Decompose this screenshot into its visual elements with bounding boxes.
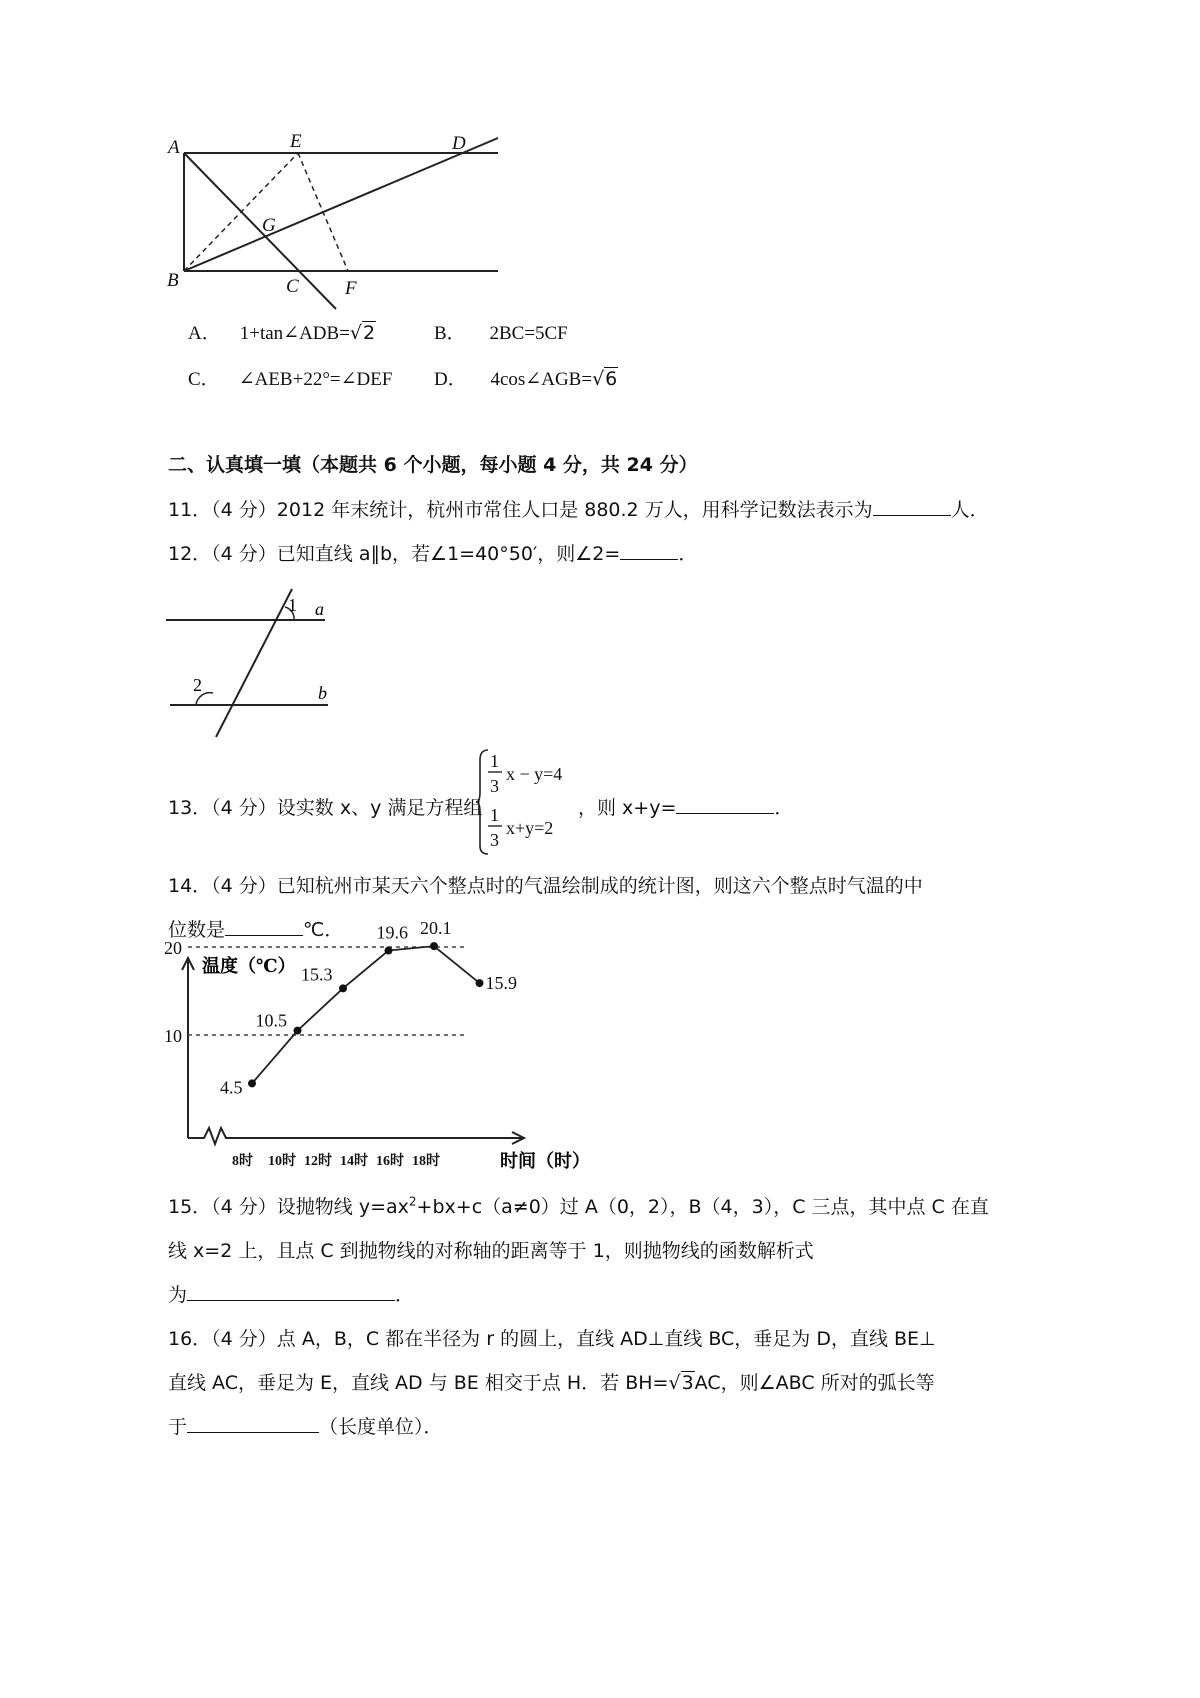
label-A: A — [168, 137, 180, 158]
option-a-label: A． — [188, 323, 221, 344]
answer-blank-11[interactable] — [873, 497, 951, 516]
eq2-numerator: 1 — [490, 805, 499, 825]
eq1-rest: x − y=4 — [506, 764, 563, 784]
option-d-radicand: 6 — [605, 368, 618, 390]
data-label: 4.5 — [220, 1077, 243, 1098]
data-point — [294, 1027, 302, 1035]
eq2-denominator: 3 — [490, 830, 499, 850]
label-F: F — [345, 278, 357, 299]
section-heading: 二、认真填一填（本题共 6 个小题，每小题 4 分，共 24 分） — [168, 454, 698, 476]
question-16-text-a: 直线 AC，垂足为 E，直线 AD 与 BE 相交于点 H．若 BH= — [168, 1372, 669, 1394]
question-15-line1 — [168, 1192, 989, 1219]
question-16-line1: 16．（4 分）点 A，B，C 都在半径为 r 的圆上，直线 AD⊥直线 BC，垂足为 D，直线 BE⊥ — [168, 1328, 936, 1350]
label-C: C — [286, 276, 299, 297]
question-12-text: 12．（4 分）已知直线 a∥b，若∠1=40°50′，则∠2= — [168, 543, 621, 565]
answer-blank-13[interactable] — [676, 795, 774, 814]
x-tick-label: 8时 — [232, 1154, 253, 1169]
answer-blank-14[interactable] — [225, 917, 303, 936]
option-a-text: 1+tan∠ADB= — [239, 323, 350, 344]
x-axis-label: 时间（时） — [500, 1151, 590, 1171]
x-tick-label: 12时 — [304, 1154, 332, 1169]
question-14-line1: 14．（4 分）已知杭州市某天六个整点时的气温绘制成的统计图，则这六个整点时气温的中 — [168, 875, 923, 897]
question-15-superscript: 2 — [408, 1194, 417, 1209]
sqrt-symbol: √3 — [668, 1372, 694, 1394]
question-11 — [168, 495, 989, 522]
data-point — [476, 979, 484, 987]
angle-2-label: 2 — [193, 675, 202, 695]
sqrt-symbol: √2 — [349, 322, 376, 344]
sqrt-symbol: √6 — [592, 368, 618, 390]
option-b-label: B． — [434, 323, 466, 344]
eq1-denominator: 3 — [490, 776, 499, 796]
data-label: 10.5 — [255, 1010, 287, 1031]
option-d — [434, 364, 618, 391]
x-tick-label: 18时 — [412, 1154, 440, 1169]
question-14-suffix: ℃． — [303, 919, 344, 941]
option-a-radicand: 2 — [363, 322, 376, 344]
answer-blank-16[interactable] — [187, 1414, 319, 1433]
parallel-lines-figure — [160, 585, 340, 745]
line-a-label: a — [315, 599, 324, 619]
option-c — [188, 364, 392, 391]
x-tick-label: 16时 — [376, 1154, 404, 1169]
line-b-label: b — [318, 683, 327, 703]
question-15-line3 — [168, 1280, 414, 1307]
question-15-text-b: +bx+c（a≠0）过 A（0，2），B（4，3），C 三点，其中点 C 在直 — [416, 1196, 989, 1218]
angle-1-label: 1 — [288, 595, 297, 615]
question-13-text: 13．（4 分）设实数 x、y 满足方程组 — [168, 797, 483, 819]
question-15-suffix: ． — [395, 1284, 415, 1306]
data-point — [248, 1079, 256, 1087]
eq2-rest: x+y=2 — [506, 818, 554, 838]
segment-EF — [298, 153, 348, 271]
x-tick-label: 14时 — [340, 1154, 368, 1169]
question-16-prefix: 于 — [168, 1416, 188, 1438]
y-tick-label: 10 — [164, 1026, 182, 1046]
answer-blank-15[interactable] — [187, 1282, 395, 1301]
question-12-suffix: ． — [678, 543, 698, 565]
transversal-line — [216, 589, 292, 737]
data-point — [430, 942, 438, 950]
option-d-text: 4cos∠AGB= — [490, 369, 593, 390]
option-b-text: 2BC=5CF — [489, 323, 568, 344]
label-B: B — [167, 270, 179, 291]
data-label: 19.6 — [376, 922, 408, 943]
answer-blank-12[interactable] — [620, 541, 678, 560]
question-14-prefix: 位数是 — [168, 919, 226, 941]
option-d-label: D． — [434, 369, 467, 390]
question-16-suffix: （长度单位）． — [319, 1416, 443, 1438]
label-G: G — [262, 215, 276, 236]
question-11-text: 11．（4 分）2012 年末统计，杭州市常住人口是 880.2 万人，用科学记数法表示为 — [168, 499, 873, 521]
question-16-text-b: AC，则∠ABC 所对的弧长等 — [694, 1372, 935, 1394]
equation-system — [476, 748, 586, 858]
question-13-suffix: ． — [774, 797, 794, 819]
label-D: D — [452, 133, 466, 154]
question-13-answer — [578, 793, 793, 820]
data-point — [385, 947, 393, 955]
system-brace — [476, 750, 488, 854]
data-label: 15.9 — [485, 973, 517, 994]
data-point — [339, 984, 347, 992]
question-15-prefix: 为 — [168, 1284, 188, 1306]
question-16-line3 — [168, 1412, 443, 1439]
question-14-line2 — [168, 915, 343, 942]
option-b — [434, 318, 568, 345]
label-E: E — [290, 131, 302, 152]
x-tick-label: 10时 — [268, 1154, 296, 1169]
question-16-line2 — [168, 1368, 935, 1395]
x-axis — [188, 1128, 522, 1144]
y-axis-label: 温度（℃） — [202, 956, 296, 976]
data-label: 20.1 — [420, 918, 452, 939]
y-tick-label: 20 — [164, 938, 182, 958]
question-16-radicand: 3 — [681, 1372, 694, 1394]
segment-AC — [184, 153, 336, 309]
option-c-label: C． — [188, 369, 220, 390]
question-15-line2: 线 x=2 上，且点 C 到抛物线的对称轴的距离等于 1，则抛物线的函数解析式 — [168, 1240, 814, 1262]
geometry-figure — [160, 125, 520, 305]
eq1-numerator: 1 — [490, 751, 499, 771]
option-c-text: ∠AEB+22°=∠DEF — [238, 369, 393, 390]
question-12 — [168, 539, 697, 566]
question-13-after: ，则 x+y= — [578, 797, 677, 819]
question-11-suffix: 人． — [950, 499, 989, 521]
option-a — [188, 318, 376, 345]
question-15-text-a: 15．（4 分）设抛物线 y=ax — [168, 1196, 409, 1218]
segment-BD — [184, 138, 498, 271]
data-label: 15.3 — [301, 964, 333, 985]
